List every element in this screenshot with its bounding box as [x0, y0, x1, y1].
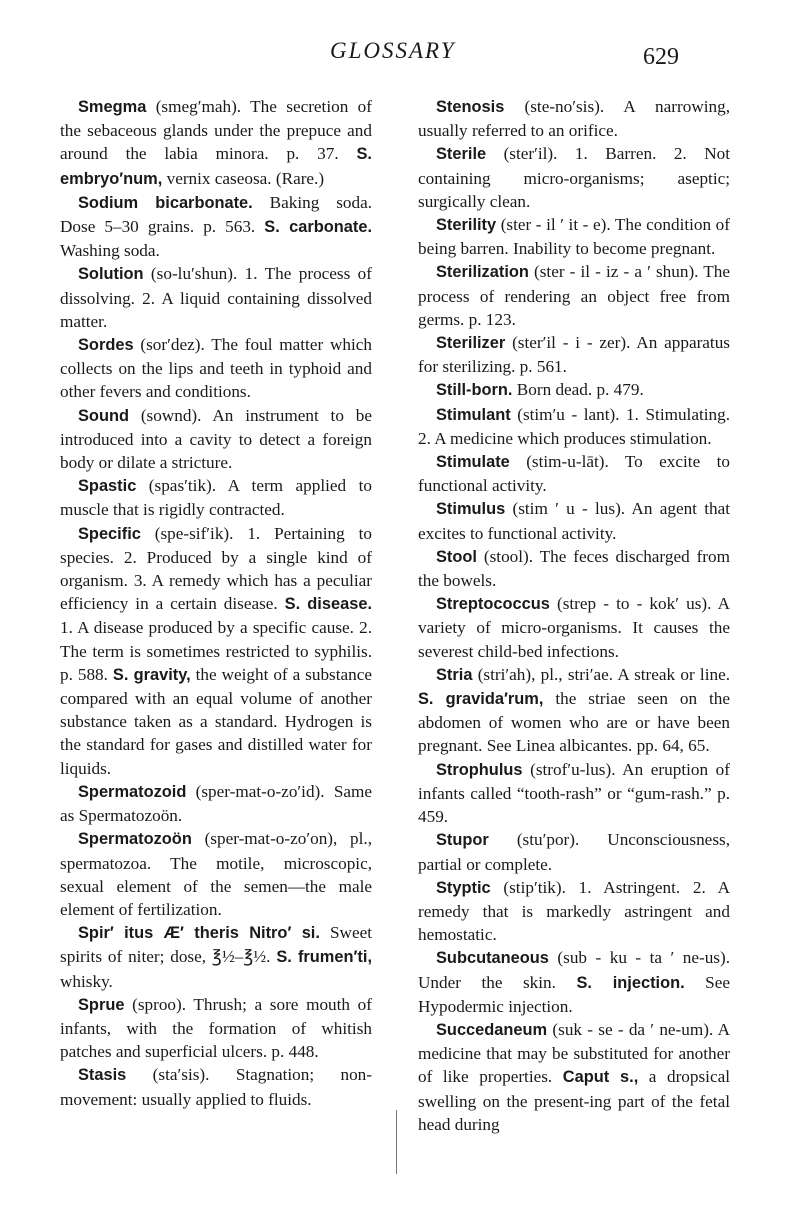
- entry-definition: vernix caseosa. (Rare.): [162, 168, 325, 188]
- entry-term: Stimulus: [436, 500, 506, 519]
- right-column: [418, 95, 730, 1136]
- entry-term: Stimulate: [436, 453, 510, 472]
- entry-term: Stimulant: [436, 405, 511, 424]
- entry-definition: (sper-mat-o-zo′on), pl., spermatozoa. The motile, microscopic, sexual element of the semen—the male element of fertilization.: [60, 829, 372, 919]
- glossary-entry: [60, 921, 372, 993]
- entry-definition: (stu′por). Unconsciousness, partial or complete.: [418, 830, 730, 874]
- entry-term: S. injection.: [576, 973, 685, 992]
- glossary-entry: [418, 946, 730, 1018]
- entry-definition: (spe-sif′ik). 1. Pertaining to species. 2. Produced by a single kind of organism. 3. A remedy which has a peculiar efficiency in a certain disease.: [60, 523, 372, 614]
- entry-definition: (ster′il - i - zer). An apparatus for sterilizing. p. 561.: [418, 333, 730, 377]
- entry-term: Sodium bicarbonate.: [78, 193, 253, 212]
- glossary-entry: [60, 522, 372, 780]
- entry-term: Succedaneum: [436, 1020, 548, 1039]
- entry-term: S. gravida′rum,: [418, 690, 544, 709]
- entry-definition: (sor′dez). The foul matter which collects on the lips and teeth in typhoid and other fevers and conditions.: [60, 335, 372, 402]
- entry-term: Stria: [436, 665, 473, 684]
- entry-term: Stasis: [78, 1066, 127, 1085]
- entry-term: Stupor: [436, 831, 489, 850]
- entry-definition: (ste-no′sis). A narrowing, usually referred to an orifice.: [418, 97, 730, 141]
- glossary-entry: [418, 213, 730, 260]
- entry-definition: Born dead. p. 479.: [512, 380, 644, 400]
- entry-definition: (spas′tik). A term applied to muscle that is rigidly contracted.: [60, 476, 372, 520]
- entry-definition: 1. A disease produced by a specific cause. 2. The term is sometimes restricted to syphilis. p. 588.: [60, 618, 372, 684]
- glossary-entry: [60, 333, 372, 404]
- page-header: [0, 38, 800, 78]
- glossary-entry: [60, 993, 372, 1064]
- entry-term: Sordes: [78, 336, 134, 355]
- entry-definition: (ster′il). 1. Barren. 2. Not containing micro-organisms; aseptic; surgically clean.: [418, 144, 730, 211]
- entry-term: Streptococcus: [436, 595, 550, 614]
- entry-term: S. carbonate.: [264, 218, 372, 237]
- glossary-entry: [418, 260, 730, 331]
- entry-definition: (stim′u - lant). 1. Stimulating. 2. A medicine which produces stimulation.: [418, 404, 730, 448]
- left-column: [60, 95, 372, 1111]
- entry-definition: (so-lu′shun). 1. The process of dissolving. 2. A liquid containing dissolved matter.: [60, 264, 372, 331]
- glossary-entry: [418, 403, 730, 450]
- entry-term: Solution: [78, 265, 144, 284]
- entry-term: Stenosis: [436, 98, 505, 116]
- entry-term: Spastic: [78, 477, 137, 496]
- entry-term: Subcutaneous: [436, 949, 549, 968]
- glossary-entry: [60, 404, 372, 475]
- glossary-entry: [418, 876, 730, 947]
- glossary-entry: [418, 142, 730, 213]
- glossary-entry: [418, 378, 730, 402]
- column-margin-rule: [396, 1110, 397, 1174]
- entry-term: Sterile: [436, 145, 487, 164]
- entry-definition: whisky.: [60, 971, 113, 991]
- entry-term: S. frumen′ti,: [276, 948, 372, 967]
- glossary-entry: [60, 1063, 372, 1110]
- entry-definition: (stim ′ u - lus). An agent that excites to functional activity.: [418, 499, 730, 543]
- glossary-entry: [418, 450, 730, 497]
- entry-term: Spermatozoön: [78, 830, 192, 849]
- entry-term: Sound: [78, 406, 129, 425]
- entry-definition: (sper-mat-o-zo′id). Same as Spermatozoön.: [60, 781, 372, 826]
- glossary-entry: [418, 95, 730, 142]
- glossary-entry: [418, 545, 730, 592]
- page-number: 629: [643, 44, 679, 70]
- entry-term: Strophulus: [436, 760, 523, 779]
- entry-term: S. gravity,: [112, 665, 191, 684]
- entry-definition: (stip′tik). 1. Astringent. 2. A remedy that is markedly astringent and hemostatic.: [418, 877, 730, 945]
- entry-term: Smegma: [78, 98, 147, 116]
- entry-definition: (stim-u-lāt). To excite to functional activity.: [418, 452, 730, 496]
- glossary-entry: [418, 828, 730, 875]
- entry-definition: Washing soda.: [60, 241, 160, 261]
- entry-definition: (sub - ku - ta ′ ne-us). Under the skin.: [418, 948, 730, 992]
- entry-definition: (sownd). An instrument to be introduced into a cavity to detect a foreign body or dilate a stricture.: [60, 405, 372, 473]
- glossary-entry: [418, 331, 730, 378]
- entry-term: Sprue: [78, 995, 125, 1014]
- glossary-entry: [418, 758, 730, 829]
- glossary-entry: [60, 827, 372, 921]
- entry-term: S. disease.: [284, 595, 372, 614]
- entry-definition: (sproo). Thrush; a sore mouth of infants, with the formation of whitish patches and superficial ulcers. p. 448.: [60, 994, 372, 1062]
- running-head: GLOSSARY: [330, 38, 456, 63]
- entry-definition: See Hypodermic injection.: [418, 972, 730, 1016]
- entry-term: S. embryo′num,: [60, 145, 372, 188]
- entry-term: Sterility: [436, 216, 497, 235]
- entry-definition: the striae seen on the abdomen of women who are or have been pregnant. See Linea albicantes. pp. 64, 65.: [418, 689, 730, 756]
- entry-definition: (strof′u-lus). An eruption of infants called “tooth-rash” or “gum-rash.” p. 459.: [418, 759, 730, 827]
- glossary-entry: [418, 1018, 730, 1136]
- entry-definition: (stri′ah), pl., stri′ae. A streak or line.: [472, 664, 730, 684]
- glossary-entry: [60, 95, 372, 191]
- glossary-entry: [418, 663, 730, 758]
- entry-term: Caput s.,: [562, 1068, 639, 1087]
- entry-term: Stool: [436, 547, 477, 566]
- entry-definition: (ster - il - iz - a ′ shun). The process of rendering an object free from germs. p. 123.: [418, 262, 730, 329]
- entry-definition: the weight of a substance compared with an equal volume of another substance taken as a standard. Hydrogen is the standard for gases and distilled water for liquids.: [60, 664, 373, 778]
- entry-term: Styptic: [436, 878, 491, 897]
- entry-definition: Baking soda. Dose 5–30 grains. p. 563.: [60, 192, 373, 237]
- glossary-entry: [60, 780, 372, 827]
- entry-term: Specific: [78, 524, 141, 543]
- entry-definition: Sweet spirits of niter; dose, ℥½–℥½.: [60, 923, 372, 967]
- entry-definition: (sta′sis). Stagnation; non-movement: usually applied to fluids.: [60, 1065, 372, 1109]
- glossary-entry: [60, 474, 372, 521]
- entry-definition: a dropsical swelling on the present-ing part of the fetal head during: [418, 1067, 730, 1134]
- glossary-entry: [418, 497, 730, 544]
- entry-term: Sterilizer: [436, 334, 506, 353]
- entry-definition: (suk - se - da ′ ne-um). A medicine that may be substituted for another of like properties.: [418, 1019, 730, 1087]
- entry-term: Sterilization: [436, 263, 529, 282]
- entry-definition: (stool). The feces discharged from the bowels.: [418, 546, 730, 591]
- entry-definition: (smeg′mah). The secretion of the sebaceous glands under the prepuce and around the labia minora. p. 37.: [60, 97, 372, 164]
- glossary-entry: [418, 592, 730, 663]
- glossary-entry: [60, 191, 372, 263]
- entry-term: Still-born.: [436, 381, 513, 400]
- glossary-entry: [60, 262, 372, 333]
- entry-definition: (strep - to - kok′ us). A variety of micro-organisms. It causes the severest child-bed infections.: [418, 594, 730, 661]
- entry-term: Spir′ itus Æ′ theris Nitro′ si.: [78, 924, 320, 943]
- entry-definition: (ster - il ′ it - e). The condition of being barren. Inability to become pregnant.: [418, 215, 730, 259]
- entry-term: Spermatozoid: [78, 782, 187, 801]
